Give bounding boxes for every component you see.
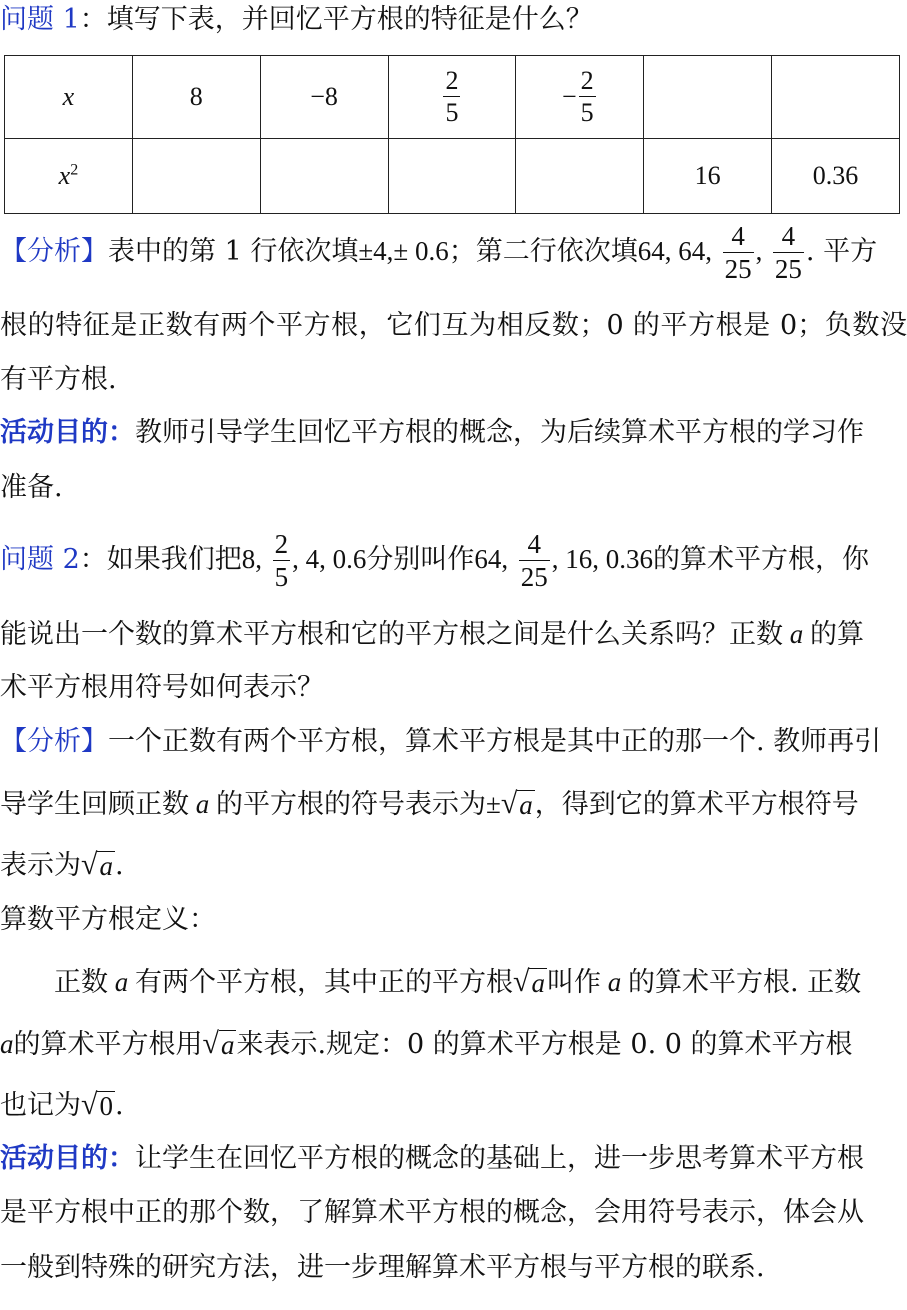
definition-line-3: 也记为 √ 0 . (0, 1088, 124, 1121)
analysis-1-line-3: 有平方根. (0, 364, 117, 395)
sqrt-a: √ a (513, 965, 545, 998)
purpose-1-line-1: 活动目的：教师引导学生回忆平方根的概念，为后续算术平方根的学习作 (0, 417, 864, 448)
analysis-1-label: 【分析】 (0, 236, 108, 267)
analysis-2-line-2: 导学生回顾正数 a 的平方根的符号表示为± √ a ，得到它的算术平方根符号 (0, 787, 859, 820)
sqrt-a: √ a (81, 848, 113, 881)
table-cell-fraction: $\frac{2}{5}$ (388, 56, 516, 139)
table-row (5, 139, 900, 214)
question-1-text: ：填写下表，并回忆平方根的特征是什么？ (79, 4, 593, 35)
table-cell: 0.36 (772, 139, 900, 214)
definition-title: 算数平方根定义： (0, 904, 216, 935)
table-cell (260, 139, 388, 214)
definition-line-2: a的算术平方根用 √ a 来表示.规定：0 的算术平方根是 0. 0 的算术平方根 (0, 1027, 853, 1060)
table-cell (644, 56, 772, 139)
table-cell-fraction: − $\frac{2}{5}$ (516, 56, 644, 139)
sqrt-a: √ a (202, 1027, 235, 1060)
purpose-2-label: 活动目的： (0, 1143, 135, 1174)
definition-line-1: 正数 a 有两个平方根，其中正的平方根 √ a 叫作 a 的算术平方根. 正数 (54, 965, 862, 998)
question-1-label: 问题 1 (0, 4, 80, 35)
table-head-x-squared: $x^2$ (5, 139, 133, 214)
purpose-2-line-2: 是平方根中正的那个数，了解算术平方根的概念，会用符号表示，体会从 (0, 1197, 864, 1228)
analysis-2-line-3: 表示为 √ a . (0, 848, 124, 881)
table-head-x: x (5, 56, 133, 139)
analysis-2-label: 【分析】 (0, 726, 108, 757)
table-cell: −8 (260, 56, 388, 139)
purpose-2-line-3: 一般到特殊的研究方法，进一步理解算术平方根与平方根的联系. (0, 1252, 765, 1283)
sqrt-zero: √ 0 (81, 1088, 113, 1121)
analysis-1-line-1: 【分析】表中的第 1 行依次填±4,± 0.6；第二行依次填64, 64, $\frac{4}{25}$ , $\frac{4}{25}$ . 平方 (0, 220, 878, 284)
question-2-line-3: 术平方根用符号如何表示？ (0, 672, 324, 703)
question-1 (0, 0, 907, 40)
analysis-2-line-1: 【分析】一个正数有两个平方根，算术平方根是其中正的那一个. 教师再引 (0, 726, 882, 757)
table-cell (516, 139, 644, 214)
analysis-1-line-2: 根的特征是正数有两个平方根，它们互为相反数；0 的平方根是 0；负数没 (0, 310, 907, 341)
purpose-1-line-2: 准备. (0, 472, 63, 503)
question-2-line-2: 能说出一个数的算术平方根和它的平方根之间是什么关系吗？正数 a 的算 (0, 619, 864, 650)
value-table (4, 55, 900, 214)
table-cell (388, 139, 516, 214)
table-row (5, 56, 900, 139)
purpose-1-label: 活动目的： (0, 417, 135, 448)
purpose-2-line-1: 活动目的：让学生在回忆平方根的概念的基础上，进一步思考算术平方根 (0, 1143, 864, 1174)
question-2-label: 问题 2 (0, 544, 80, 575)
table-cell (132, 139, 260, 214)
sqrt-a: √ a (500, 787, 533, 820)
table-cell (772, 56, 900, 139)
table-cell: 8 (132, 56, 260, 139)
table-cell: 16 (644, 139, 772, 214)
question-2-line-1: 问题 2：如果我们把8, $\frac{2}{5}$ , 4, 0.6分别叫作64, $\frac{4}{25}$ , 16, 0.36的算术平方根，你 (0, 528, 869, 592)
